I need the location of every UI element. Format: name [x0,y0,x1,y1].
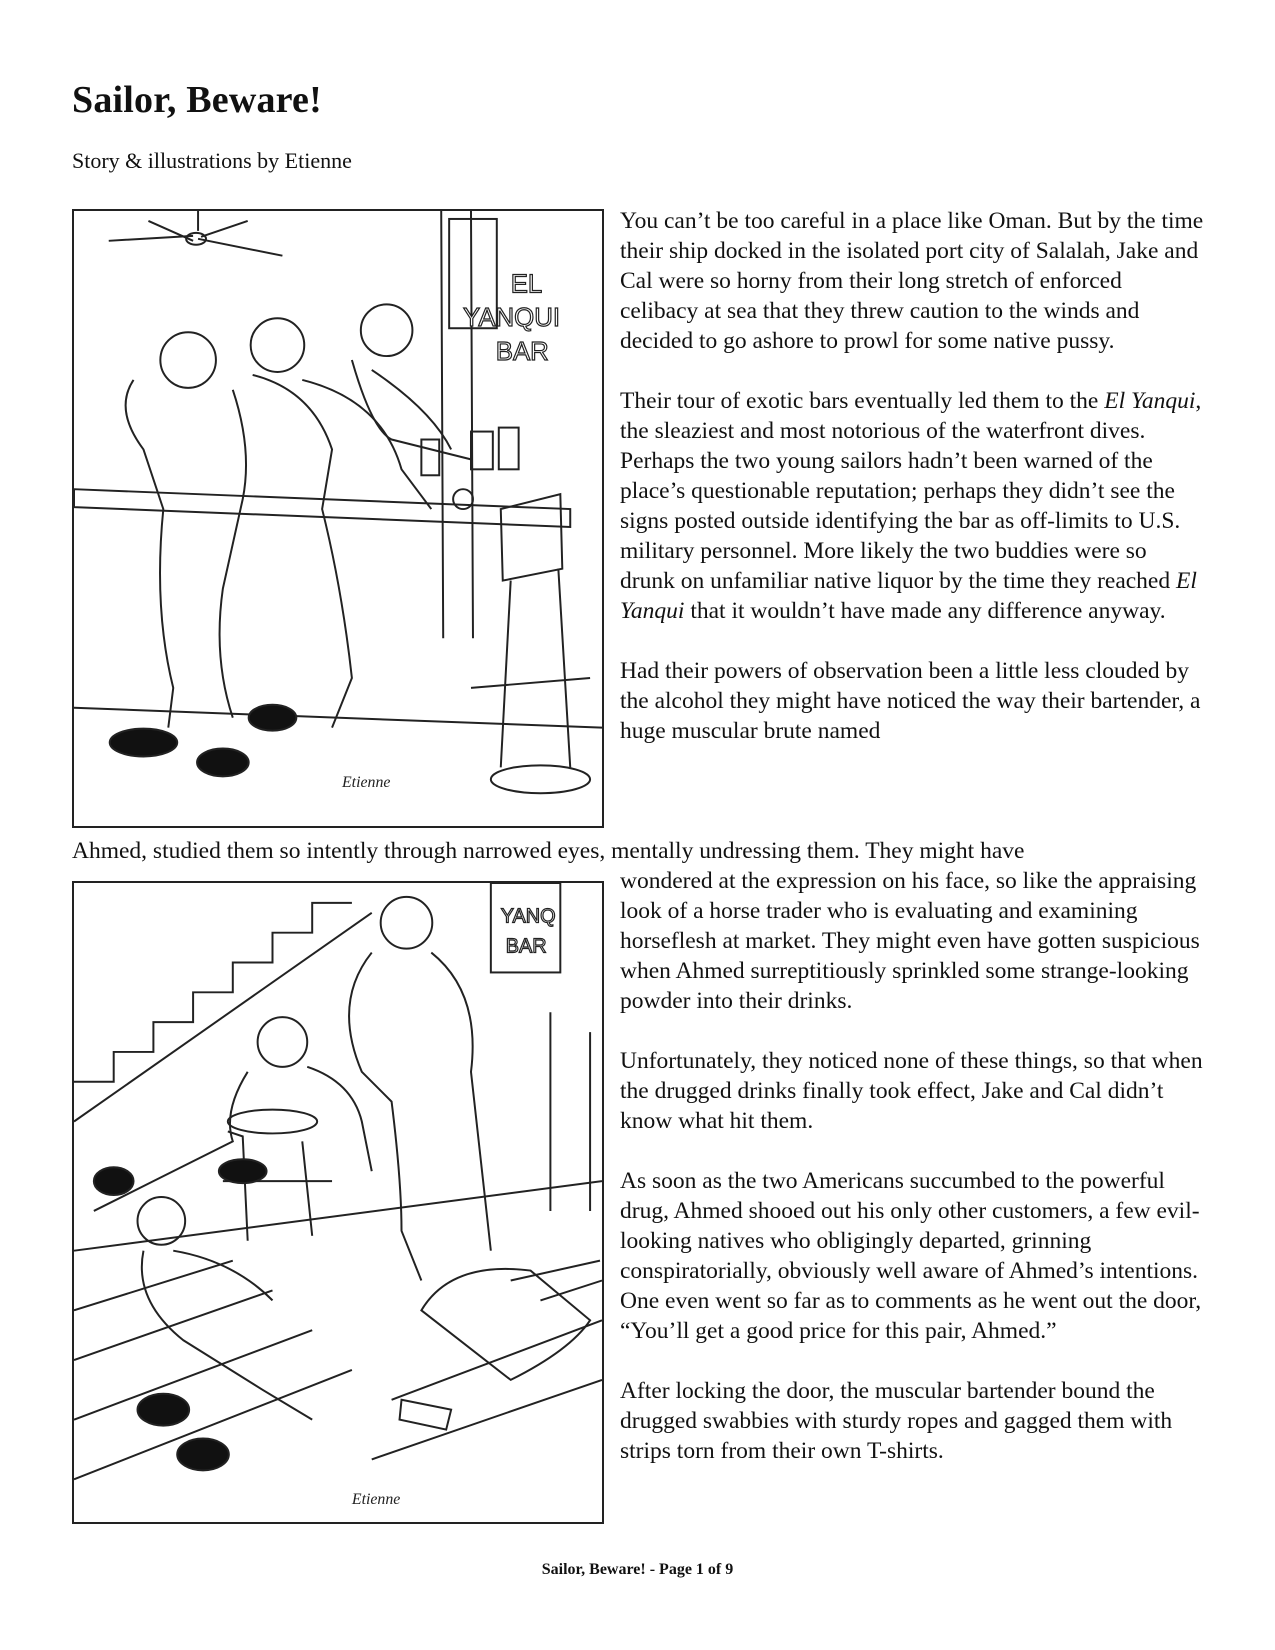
artist-signature: Etienne [351,1491,401,1509]
artist-signature: Etienne [341,774,391,792]
illustration-bound-sailors-drawing [74,883,602,1522]
bar-sign-line-1: YANQ [500,905,556,928]
paragraph-3-continued: wondered at the expression on his face, so like the appraising look of a horse trader who is evaluating and examining horseflesh at market. They might even have gotten suspicious when Ahmed surreptitiously sprinkled some strange-looking powder into their drinks. [620,868,1200,1014]
illustration-bound-sailors [72,881,604,1524]
paragraph-5: As soon as the two Americans succumbed to the powerful drug, Ahmed shooed out his only other customers, a few evil-looking natives who obligingly departed, grinning conspiratorially, obviously well aware of Ahmed’s intentions. One even went so far as to comments as he went out the door, “You’ll get a good price for this pair, Ahmed.” [620,1168,1202,1344]
paragraph-3-wide-line: Ahmed, studied them so intently through narrowed eyes, mentally undressing them. They might have [72,838,1025,864]
page-footer: Sailor, Beware! - Page 1 of 9 [541,1561,734,1578]
bar-sign-line-1: EL [510,270,543,299]
story-text-lower [620,866,1205,1496]
illustration-bar-scene [72,209,604,828]
paragraph-2-part-e: that it wouldn’t have made any difference anyway. [684,598,1166,624]
story-text-upper [620,206,1205,746]
bar-name-italic: El Yanqui [1104,388,1196,414]
bar-sign-line-3: BAR [495,338,549,367]
paragraph-6: After locking the door, the muscular bartender bound the drugged swabbies with sturdy ropes and gagged them with strips torn from their own T-shirts. [620,1378,1173,1464]
paragraph-3-start: Had their powers of observation been a little less clouded by the alcohol they might have noticed the way their bartender, a huge muscular brute named [620,658,1201,744]
illustration-bar-scene-drawing [74,211,602,826]
bar-name-italic: El Yanqui [620,568,1197,624]
paragraph-1: You can’t be too careful in a place like Oman. But by the time their ship docked in the isolated port city of Salalah, Jake and Cal were so horny from their long stretch of enforced celibacy at sea that they threw caution to the winds and decided to go ashore to prowl for some native pussy. [620,208,1204,354]
bar-sign-line-2: YANQUI [463,304,561,333]
paragraph-2-part-a: Their tour of exotic bars eventually led them to the [620,388,1105,414]
paragraph-2 [620,386,1205,626]
paragraph-2-part-c: , the sleaziest and most notorious of the waterfront dives. Perhaps the two young sailors hadn’t been warned of the place’s questionable reputation; perhaps they didn’t see the signs posted outside identifying the bar as off-limits to U.S. military personnel. More likely the two buddies were so drunk on unfamiliar native liquor by the time they reached [620,388,1202,594]
page-title: Sailor, Beware! [72,79,322,121]
bar-sign-line-2: BAR [505,935,547,958]
byline: Story & illustrations by Etienne [72,148,352,173]
paragraph-4: Unfortunately, they noticed none of these things, so that when the drugged drinks finally took effect, Jake and Cal didn’t know what hit them. [620,1048,1203,1134]
